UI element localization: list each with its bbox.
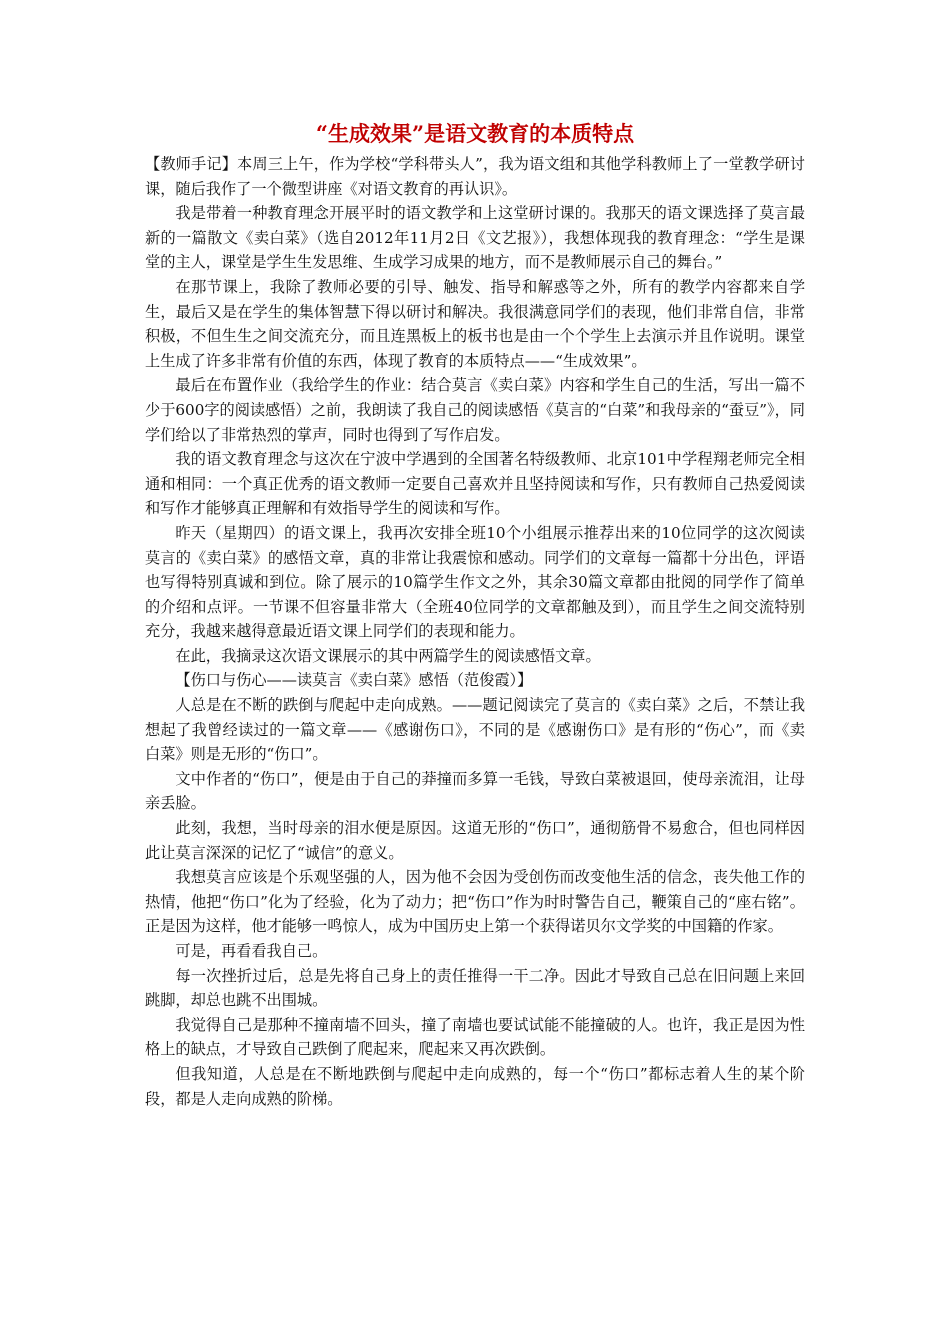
paragraph: 我的语文教育理念与这次在宁波中学遇到的全国著名特级教师、北京101中学程翔老师完全相通和相同：一个真正优秀的语文教师一定要自己喜欢并且坚持阅读和写作，只有教师自己热爱阅读和写作才能够真正理解和有效指导学生的阅读和写作。 <box>145 450 805 518</box>
paragraph: 昨天（星期四）的语文课上，我再次安排全班10个小组展示推荐出来的10位同学的这次阅读莫言的《卖白菜》的感悟文章，真的非常让我震惊和感动。同学们的文章每一篇都十分出色，评语也写得特别真诚和到位。除了展示的10篇学生作文之外，其余30篇文章都由批阅的同学作了简单的介绍和点评。一节课不但容量非常大（全班40位同学的文章都触及到），而且学生之间交流特别充分，我越来越得意最近语文课上同学们的表现和能力。 <box>145 523 805 641</box>
paragraph: 我是带着一种教育理念开展平时的语文教学和上这堂研讨课的。我那天的语文课选择了莫言最新的一篇散文《卖白菜》（选自2012年11月2日《文艺报》），我想体现我的教育理念：“学生是课堂的主人，课堂是学生生发思维、生成学习成果的地方，而不是教师展示自己的舞台。” <box>145 204 805 272</box>
teacher-note-paragraph: 【教师手记】本周三上午，作为学校“学科带头人”，我为语文组和其他学科教师上了一堂教学研讨课，随后我作了一个微型讲座《对语文教育的再认识》。 <box>145 155 805 198</box>
paragraph: 人总是在不断的跌倒与爬起中走向成熟。——题记阅读完了莫言的《卖白菜》之后，不禁让我想起了我曾经读过的一篇文章——《感谢伤口》，不同的是《感谢伤口》是有形的“伤心”，而《卖白菜》则是无形的“伤口”。 <box>145 696 805 764</box>
essay-heading: 【伤口与伤心——读莫言《卖白菜》感悟（范俊霞）】 <box>175 671 533 690</box>
paragraph: 最后在布置作业（我给学生的作业：结合莫言《卖白菜》内容和学生自己的生活，写出一篇不少于600字的阅读感悟）之前，我朗读了我自己的阅读感悟《莫言的“白菜”和我母亲的“蚕豆”》，同学们给以了非常热烈的掌声，同时也得到了写作启发。 <box>145 376 805 444</box>
paragraph: 我想莫言应该是个乐观坚强的人，因为他不会因为受创伤而改变他生活的信念，丧失他工作的热情，他把“伤口”化为了经验，化为了动力；把“伤口”作为时时警告自己，鞭策自己的“座右铭”。正是因为这样，他才能够一鸣惊人，成为中国历史上第一个获得诺贝尔文学奖的中国籍的作家。 <box>145 868 805 936</box>
paragraph: 文中作者的“伤口”，便是由于自己的莽撞而多算一毛钱，导致白菜被退回，使母亲流泪，让母亲丢脸。 <box>145 769 805 813</box>
document-body <box>145 152 805 1111</box>
paragraph: 每一次挫折过后，总是先将自己身上的责任推得一干二净。因此才导致自己总在旧问题上来回跳脚，却总也跳不出围城。 <box>145 966 805 1010</box>
paragraph: 在那节课上，我除了教师必要的引导、触发、指导和解惑等之外，所有的教学内容都来自学生，最后又是在学生的集体智慧下得以研讨和解决。我很满意同学们的表现，他们非常自信，非常积极，不但生生之间交流充分，而且连黑板上的板书也是由一个个学生上去演示并且作说明。课堂上生成了许多非常有价值的东西，体现了教育的本质特点——“生成效果”。 <box>145 277 805 370</box>
paragraph: 此刻，我想，当时母亲的泪水便是原因。这道无形的“伤口”，通彻筋骨不易愈合，但也同样因此让莫言深深的记忆了“诚信”的意义。 <box>145 819 805 862</box>
document-title: “生成效果”是语文教育的本质特点 <box>315 121 635 146</box>
paragraph: 可是，再看看我自己。 <box>175 942 328 960</box>
paragraph: 我觉得自己是那种不撞南墙不回头，撞了南墙也要试试能不能撞破的人。也许，我正是因为性格上的缺点，才导致自己跌倒了爬起来，爬起来又再次跌倒。 <box>145 1015 805 1059</box>
paragraph: 在此，我摘录这次语文课展示的其中两篇学生的阅读感悟文章。 <box>175 646 601 665</box>
paragraph: 但我知道，人总是在不断地跌倒与爬起中走向成熟的，每一个“伤口”都标志着人生的某个阶段，都是人走向成熟的阶梯。 <box>145 1064 805 1108</box>
